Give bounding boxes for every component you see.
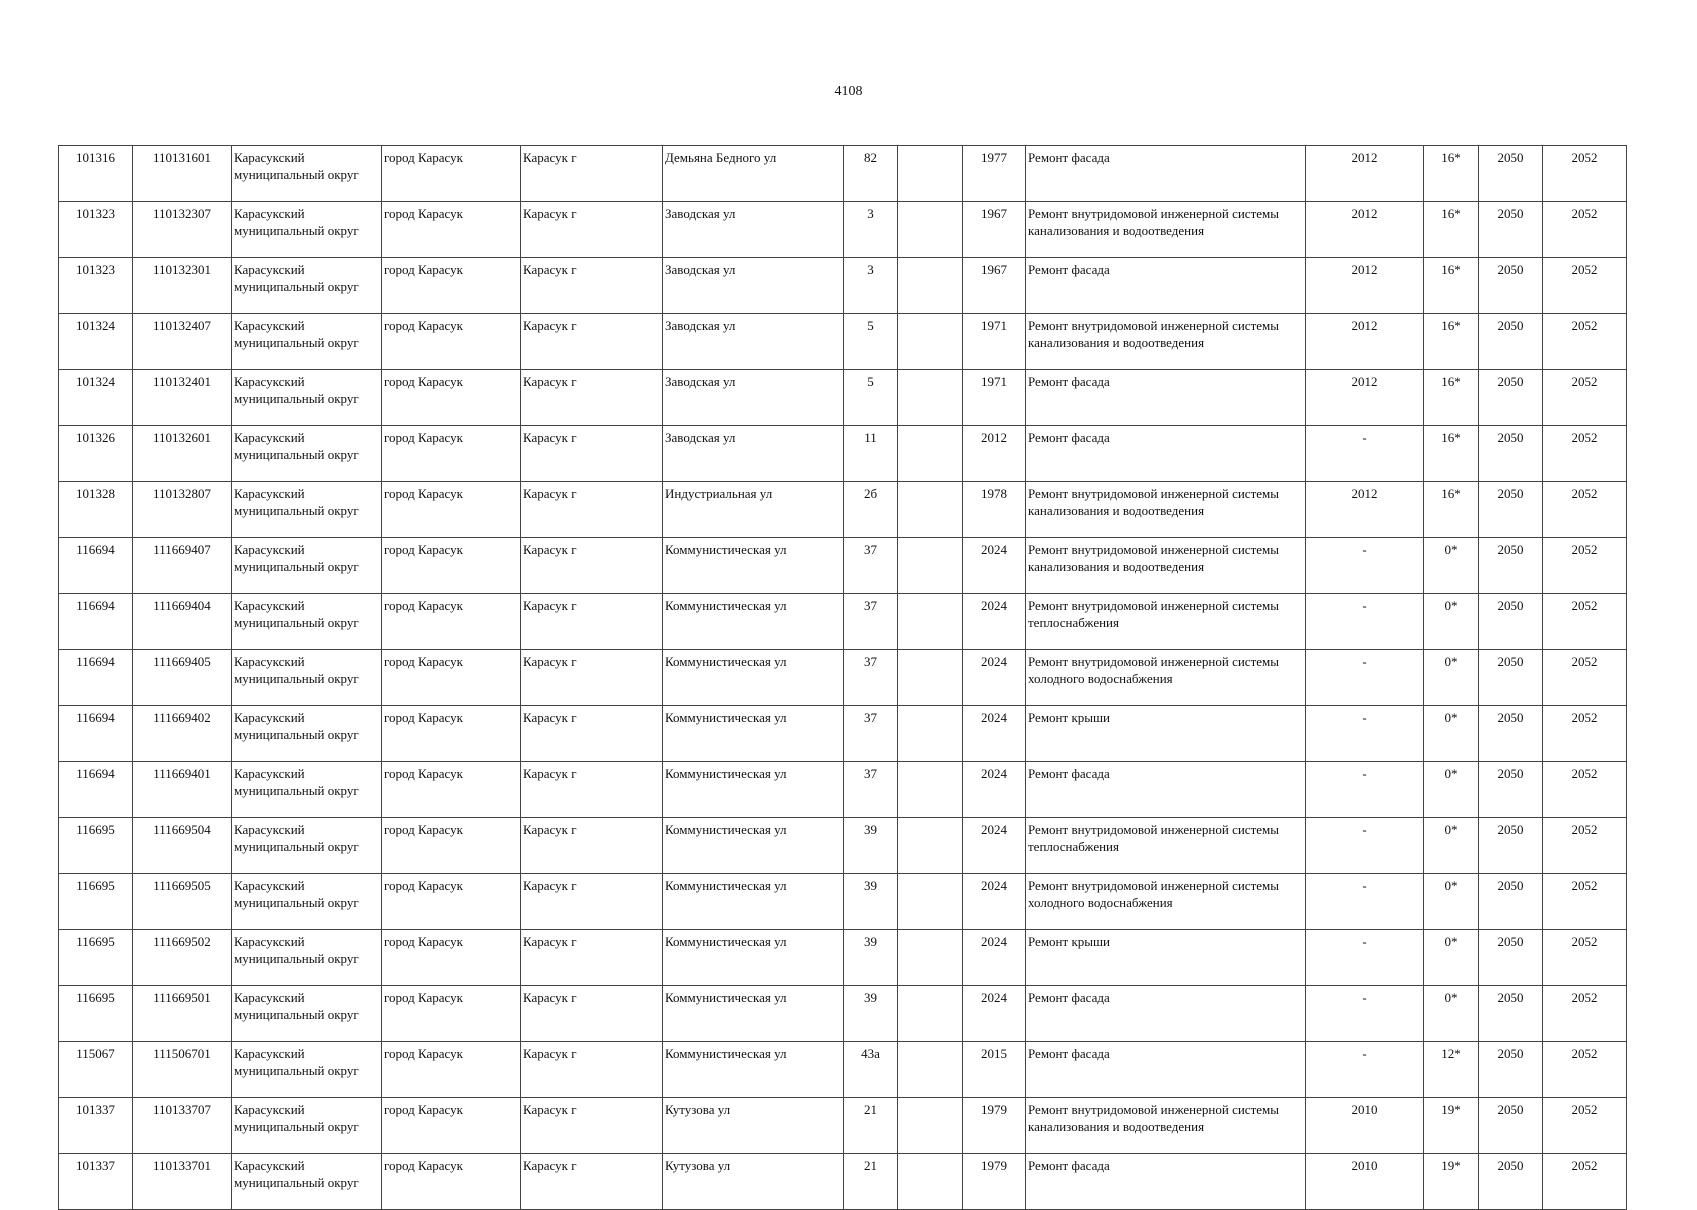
cell-plan-end-year: 2052 — [1543, 202, 1627, 258]
cell-record-id: 116695 — [59, 930, 133, 986]
cell-last-repair-year: - — [1306, 706, 1424, 762]
table-row — [59, 818, 1627, 874]
cell-municipality: Карасукский муниципальный округ — [232, 314, 382, 370]
cell-element-code: 111669404 — [133, 594, 232, 650]
cell-house-number: 37 — [844, 650, 898, 706]
cell-last-repair-year: 2012 — [1306, 146, 1424, 202]
cell-record-id: 101323 — [59, 202, 133, 258]
cell-plan-end-year: 2052 — [1543, 706, 1627, 762]
cell-plan-end-year: 2052 — [1543, 930, 1627, 986]
cell-street: Демьяна Бедного ул — [663, 146, 844, 202]
cell-record-id: 116695 — [59, 874, 133, 930]
cell-element-code: 110132401 — [133, 370, 232, 426]
cell-house-number: 11 — [844, 426, 898, 482]
cell-locality: Карасук г — [521, 370, 663, 426]
table-row — [59, 314, 1627, 370]
cell-year-built: 1967 — [963, 202, 1026, 258]
cell-municipality: Карасукский муниципальный округ — [232, 482, 382, 538]
cell-record-id: 101324 — [59, 314, 133, 370]
cell-last-repair-year: - — [1306, 594, 1424, 650]
table-row — [59, 370, 1627, 426]
cell-street: Заводская ул — [663, 202, 844, 258]
cell-plan-start-year: 2050 — [1479, 930, 1543, 986]
cell-house-number: 39 — [844, 874, 898, 930]
cell-record-id: 101324 — [59, 370, 133, 426]
cell-record-id: 101337 — [59, 1098, 133, 1154]
table-row — [59, 1154, 1627, 1210]
cell-plan-start-year: 2050 — [1479, 650, 1543, 706]
cell-building-letter — [898, 202, 963, 258]
cell-record-id: 116694 — [59, 650, 133, 706]
cell-house-number: 37 — [844, 706, 898, 762]
cell-last-repair-year: 2012 — [1306, 370, 1424, 426]
cell-municipality: Карасукский муниципальный округ — [232, 594, 382, 650]
cell-locality: Карасук г — [521, 874, 663, 930]
cell-element-code: 110133707 — [133, 1098, 232, 1154]
cell-record-id: 101326 — [59, 426, 133, 482]
cell-locality: Карасук г — [521, 930, 663, 986]
cell-work-type: Ремонт фасада — [1026, 762, 1306, 818]
cell-building-letter — [898, 538, 963, 594]
cell-record-id: 101337 — [59, 1154, 133, 1210]
cell-building-letter — [898, 146, 963, 202]
cell-plan-end-year: 2052 — [1543, 370, 1627, 426]
cell-year-built: 2024 — [963, 706, 1026, 762]
cell-plan-start-year: 2050 — [1479, 874, 1543, 930]
cell-year-built: 1977 — [963, 146, 1026, 202]
cell-element-code: 111669405 — [133, 650, 232, 706]
cell-last-repair-year: 2012 — [1306, 314, 1424, 370]
cell-last-repair-year: 2012 — [1306, 202, 1424, 258]
cell-street: Заводская ул — [663, 258, 844, 314]
cell-last-repair-year: 2012 — [1306, 258, 1424, 314]
cell-year-built: 2024 — [963, 930, 1026, 986]
cell-wear-percent: 16* — [1424, 146, 1479, 202]
cell-plan-start-year: 2050 — [1479, 762, 1543, 818]
cell-settlement: город Карасук — [382, 986, 521, 1042]
cell-settlement: город Карасук — [382, 650, 521, 706]
cell-locality: Карасук г — [521, 1042, 663, 1098]
cell-municipality: Карасукский муниципальный округ — [232, 146, 382, 202]
cell-locality: Карасук г — [521, 986, 663, 1042]
cell-street: Индустриальная ул — [663, 482, 844, 538]
cell-wear-percent: 16* — [1424, 202, 1479, 258]
cell-year-built: 2024 — [963, 874, 1026, 930]
cell-plan-end-year: 2052 — [1543, 650, 1627, 706]
cell-building-letter — [898, 1098, 963, 1154]
cell-settlement: город Карасук — [382, 146, 521, 202]
cell-settlement: город Карасук — [382, 818, 521, 874]
cell-street: Коммунистическая ул — [663, 874, 844, 930]
table-row — [59, 1098, 1627, 1154]
cell-settlement: город Карасук — [382, 482, 521, 538]
cell-municipality: Карасукский муниципальный округ — [232, 762, 382, 818]
cell-settlement: город Карасук — [382, 930, 521, 986]
cell-wear-percent: 12* — [1424, 1042, 1479, 1098]
cell-building-letter — [898, 370, 963, 426]
cell-street: Коммунистическая ул — [663, 818, 844, 874]
table-row — [59, 202, 1627, 258]
registry-body — [59, 146, 1627, 1210]
cell-settlement: город Карасук — [382, 202, 521, 258]
cell-year-built: 2012 — [963, 426, 1026, 482]
cell-house-number: 3 — [844, 258, 898, 314]
cell-plan-start-year: 2050 — [1479, 202, 1543, 258]
cell-last-repair-year: 2010 — [1306, 1098, 1424, 1154]
cell-plan-start-year: 2050 — [1479, 1042, 1543, 1098]
cell-house-number: 2б — [844, 482, 898, 538]
cell-building-letter — [898, 258, 963, 314]
cell-record-id: 116695 — [59, 986, 133, 1042]
cell-record-id: 116695 — [59, 818, 133, 874]
cell-settlement: город Карасук — [382, 594, 521, 650]
cell-building-letter — [898, 930, 963, 986]
cell-locality: Карасук г — [521, 818, 663, 874]
table-row — [59, 762, 1627, 818]
cell-settlement: город Карасук — [382, 706, 521, 762]
cell-record-id: 101316 — [59, 146, 133, 202]
cell-plan-end-year: 2052 — [1543, 146, 1627, 202]
table-row — [59, 986, 1627, 1042]
cell-record-id: 101328 — [59, 482, 133, 538]
cell-wear-percent: 0* — [1424, 874, 1479, 930]
cell-plan-end-year: 2052 — [1543, 258, 1627, 314]
table-row — [59, 146, 1627, 202]
cell-building-letter — [898, 986, 963, 1042]
cell-street: Заводская ул — [663, 426, 844, 482]
cell-house-number: 5 — [844, 314, 898, 370]
cell-house-number: 21 — [844, 1098, 898, 1154]
cell-wear-percent: 19* — [1424, 1098, 1479, 1154]
cell-building-letter — [898, 762, 963, 818]
cell-municipality: Карасукский муниципальный округ — [232, 986, 382, 1042]
cell-street: Коммунистическая ул — [663, 986, 844, 1042]
cell-street: Коммунистическая ул — [663, 650, 844, 706]
cell-locality: Карасук г — [521, 594, 663, 650]
cell-last-repair-year: - — [1306, 538, 1424, 594]
cell-municipality: Карасукский муниципальный округ — [232, 1042, 382, 1098]
cell-plan-end-year: 2052 — [1543, 1042, 1627, 1098]
table-row — [59, 706, 1627, 762]
cell-settlement: город Карасук — [382, 1042, 521, 1098]
cell-building-letter — [898, 1154, 963, 1210]
cell-plan-start-year: 2050 — [1479, 1154, 1543, 1210]
cell-plan-end-year: 2052 — [1543, 538, 1627, 594]
cell-element-code: 110131601 — [133, 146, 232, 202]
cell-last-repair-year: - — [1306, 930, 1424, 986]
cell-house-number: 21 — [844, 1154, 898, 1210]
cell-last-repair-year: - — [1306, 426, 1424, 482]
cell-municipality: Карасукский муниципальный округ — [232, 706, 382, 762]
table-row — [59, 426, 1627, 482]
cell-element-code: 110132301 — [133, 258, 232, 314]
cell-house-number: 37 — [844, 762, 898, 818]
cell-locality: Карасук г — [521, 706, 663, 762]
cell-building-letter — [898, 594, 963, 650]
cell-work-type: Ремонт фасада — [1026, 258, 1306, 314]
cell-record-id: 115067 — [59, 1042, 133, 1098]
cell-element-code: 111669407 — [133, 538, 232, 594]
cell-last-repair-year: 2012 — [1306, 482, 1424, 538]
cell-plan-start-year: 2050 — [1479, 314, 1543, 370]
cell-municipality: Карасукский муниципальный округ — [232, 874, 382, 930]
cell-house-number: 43а — [844, 1042, 898, 1098]
cell-municipality: Карасукский муниципальный округ — [232, 538, 382, 594]
cell-plan-start-year: 2050 — [1479, 258, 1543, 314]
cell-wear-percent: 16* — [1424, 258, 1479, 314]
cell-plan-end-year: 2052 — [1543, 874, 1627, 930]
cell-street: Коммунистическая ул — [663, 1042, 844, 1098]
cell-settlement: город Карасук — [382, 426, 521, 482]
cell-wear-percent: 0* — [1424, 762, 1479, 818]
cell-building-letter — [898, 1042, 963, 1098]
cell-record-id: 116694 — [59, 706, 133, 762]
cell-plan-end-year: 2052 — [1543, 1098, 1627, 1154]
cell-municipality: Карасукский муниципальный округ — [232, 930, 382, 986]
cell-wear-percent: 16* — [1424, 482, 1479, 538]
cell-last-repair-year: - — [1306, 986, 1424, 1042]
cell-settlement: город Карасук — [382, 258, 521, 314]
cell-last-repair-year: 2010 — [1306, 1154, 1424, 1210]
cell-element-code: 111669501 — [133, 986, 232, 1042]
cell-year-built: 1971 — [963, 370, 1026, 426]
cell-work-type: Ремонт внутридомовой инженерной системы канализования и водоотведения — [1026, 482, 1306, 538]
cell-locality: Карасук г — [521, 650, 663, 706]
cell-house-number: 37 — [844, 538, 898, 594]
table-row — [59, 650, 1627, 706]
cell-plan-end-year: 2052 — [1543, 426, 1627, 482]
cell-wear-percent: 0* — [1424, 930, 1479, 986]
cell-element-code: 111669505 — [133, 874, 232, 930]
cell-work-type: Ремонт фасада — [1026, 1154, 1306, 1210]
cell-building-letter — [898, 482, 963, 538]
cell-last-repair-year: - — [1306, 874, 1424, 930]
cell-year-built: 1978 — [963, 482, 1026, 538]
cell-work-type: Ремонт фасада — [1026, 986, 1306, 1042]
cell-settlement: город Карасук — [382, 370, 521, 426]
cell-house-number: 39 — [844, 930, 898, 986]
cell-record-id: 101323 — [59, 258, 133, 314]
cell-plan-end-year: 2052 — [1543, 482, 1627, 538]
cell-building-letter — [898, 706, 963, 762]
cell-street: Кутузова ул — [663, 1098, 844, 1154]
cell-work-type: Ремонт внутридомовой инженерной системы теплоснабжения — [1026, 818, 1306, 874]
cell-municipality: Карасукский муниципальный округ — [232, 426, 382, 482]
cell-house-number: 39 — [844, 818, 898, 874]
cell-plan-start-year: 2050 — [1479, 818, 1543, 874]
cell-work-type: Ремонт внутридомовой инженерной системы теплоснабжения — [1026, 594, 1306, 650]
cell-locality: Карасук г — [521, 1154, 663, 1210]
cell-municipality: Карасукский муниципальный округ — [232, 258, 382, 314]
table-row — [59, 874, 1627, 930]
cell-plan-start-year: 2050 — [1479, 370, 1543, 426]
cell-municipality: Карасукский муниципальный округ — [232, 1154, 382, 1210]
cell-locality: Карасук г — [521, 482, 663, 538]
cell-record-id: 116694 — [59, 538, 133, 594]
cell-plan-end-year: 2052 — [1543, 818, 1627, 874]
cell-municipality: Карасукский муниципальный округ — [232, 650, 382, 706]
cell-street: Заводская ул — [663, 370, 844, 426]
cell-locality: Карасук г — [521, 1098, 663, 1154]
cell-work-type: Ремонт крыши — [1026, 706, 1306, 762]
cell-municipality: Карасукский муниципальный округ — [232, 818, 382, 874]
cell-plan-start-year: 2050 — [1479, 426, 1543, 482]
cell-wear-percent: 0* — [1424, 818, 1479, 874]
cell-street: Коммунистическая ул — [663, 538, 844, 594]
cell-plan-start-year: 2050 — [1479, 482, 1543, 538]
cell-plan-end-year: 2052 — [1543, 986, 1627, 1042]
cell-plan-end-year: 2052 — [1543, 762, 1627, 818]
cell-wear-percent: 0* — [1424, 706, 1479, 762]
cell-last-repair-year: - — [1306, 762, 1424, 818]
cell-plan-end-year: 2052 — [1543, 1154, 1627, 1210]
cell-wear-percent: 16* — [1424, 314, 1479, 370]
cell-settlement: город Карасук — [382, 538, 521, 594]
cell-building-letter — [898, 818, 963, 874]
cell-wear-percent: 19* — [1424, 1154, 1479, 1210]
cell-element-code: 110132601 — [133, 426, 232, 482]
cell-work-type: Ремонт внутридомовой инженерной системы канализования и водоотведения — [1026, 202, 1306, 258]
cell-year-built: 2024 — [963, 818, 1026, 874]
cell-house-number: 5 — [844, 370, 898, 426]
registry-table — [58, 145, 1627, 1210]
cell-work-type: Ремонт внутридомовой инженерной системы канализования и водоотведения — [1026, 314, 1306, 370]
cell-work-type: Ремонт фасада — [1026, 370, 1306, 426]
cell-locality: Карасук г — [521, 146, 663, 202]
cell-plan-end-year: 2052 — [1543, 594, 1627, 650]
cell-street: Коммунистическая ул — [663, 706, 844, 762]
cell-element-code: 110132807 — [133, 482, 232, 538]
cell-locality: Карасук г — [521, 314, 663, 370]
cell-building-letter — [898, 426, 963, 482]
cell-year-built: 1979 — [963, 1154, 1026, 1210]
cell-element-code: 110133701 — [133, 1154, 232, 1210]
cell-year-built: 2024 — [963, 762, 1026, 818]
cell-locality: Карасук г — [521, 426, 663, 482]
table-row — [59, 930, 1627, 986]
cell-last-repair-year: - — [1306, 650, 1424, 706]
page-number: 4108 — [834, 84, 863, 99]
cell-plan-end-year: 2052 — [1543, 314, 1627, 370]
cell-work-type: Ремонт внутридомовой инженерной системы холодного водоснабжения — [1026, 874, 1306, 930]
cell-work-type: Ремонт внутридомовой инженерной системы канализования и водоотведения — [1026, 538, 1306, 594]
cell-plan-start-year: 2050 — [1479, 538, 1543, 594]
cell-municipality: Карасукский муниципальный округ — [232, 202, 382, 258]
cell-street: Коммунистическая ул — [663, 762, 844, 818]
cell-wear-percent: 0* — [1424, 594, 1479, 650]
cell-locality: Карасук г — [521, 258, 663, 314]
cell-element-code: 111669502 — [133, 930, 232, 986]
cell-element-code: 110132407 — [133, 314, 232, 370]
cell-last-repair-year: - — [1306, 818, 1424, 874]
cell-work-type: Ремонт фасада — [1026, 1042, 1306, 1098]
cell-settlement: город Карасук — [382, 1098, 521, 1154]
cell-plan-start-year: 2050 — [1479, 594, 1543, 650]
cell-work-type: Ремонт крыши — [1026, 930, 1306, 986]
table-row — [59, 594, 1627, 650]
cell-house-number: 37 — [844, 594, 898, 650]
cell-year-built: 2024 — [963, 650, 1026, 706]
cell-year-built: 2024 — [963, 594, 1026, 650]
cell-year-built: 1967 — [963, 258, 1026, 314]
cell-element-code: 111506701 — [133, 1042, 232, 1098]
cell-settlement: город Карасук — [382, 874, 521, 930]
cell-record-id: 116694 — [59, 762, 133, 818]
cell-municipality: Карасукский муниципальный округ — [232, 370, 382, 426]
cell-wear-percent: 0* — [1424, 986, 1479, 1042]
cell-plan-start-year: 2050 — [1479, 706, 1543, 762]
table-row — [59, 258, 1627, 314]
cell-wear-percent: 0* — [1424, 650, 1479, 706]
cell-element-code: 111669401 — [133, 762, 232, 818]
cell-wear-percent: 16* — [1424, 370, 1479, 426]
cell-work-type: Ремонт внутридомовой инженерной системы канализования и водоотведения — [1026, 1098, 1306, 1154]
cell-street: Кутузова ул — [663, 1154, 844, 1210]
cell-wear-percent: 16* — [1424, 426, 1479, 482]
cell-year-built: 2015 — [963, 1042, 1026, 1098]
cell-locality: Карасук г — [521, 538, 663, 594]
cell-house-number: 3 — [844, 202, 898, 258]
cell-municipality: Карасукский муниципальный округ — [232, 1098, 382, 1154]
cell-house-number: 82 — [844, 146, 898, 202]
cell-year-built: 2024 — [963, 538, 1026, 594]
cell-record-id: 116694 — [59, 594, 133, 650]
cell-building-letter — [898, 650, 963, 706]
cell-year-built: 1979 — [963, 1098, 1026, 1154]
cell-street: Заводская ул — [663, 314, 844, 370]
cell-street: Коммунистическая ул — [663, 930, 844, 986]
cell-work-type: Ремонт фасада — [1026, 426, 1306, 482]
cell-building-letter — [898, 874, 963, 930]
table-row — [59, 482, 1627, 538]
cell-element-code: 110132307 — [133, 202, 232, 258]
table-row — [59, 1042, 1627, 1098]
cell-plan-start-year: 2050 — [1479, 146, 1543, 202]
cell-work-type: Ремонт внутридомовой инженерной системы холодного водоснабжения — [1026, 650, 1306, 706]
cell-work-type: Ремонт фасада — [1026, 146, 1306, 202]
cell-year-built: 1971 — [963, 314, 1026, 370]
cell-street: Коммунистическая ул — [663, 594, 844, 650]
cell-building-letter — [898, 314, 963, 370]
cell-wear-percent: 0* — [1424, 538, 1479, 594]
cell-plan-start-year: 2050 — [1479, 986, 1543, 1042]
cell-element-code: 111669504 — [133, 818, 232, 874]
cell-plan-start-year: 2050 — [1479, 1098, 1543, 1154]
cell-settlement: город Карасук — [382, 762, 521, 818]
cell-settlement: город Карасук — [382, 1154, 521, 1210]
cell-locality: Карасук г — [521, 762, 663, 818]
cell-last-repair-year: - — [1306, 1042, 1424, 1098]
cell-house-number: 39 — [844, 986, 898, 1042]
cell-year-built: 2024 — [963, 986, 1026, 1042]
cell-locality: Карасук г — [521, 202, 663, 258]
cell-element-code: 111669402 — [133, 706, 232, 762]
cell-settlement: город Карасук — [382, 314, 521, 370]
table-row — [59, 538, 1627, 594]
